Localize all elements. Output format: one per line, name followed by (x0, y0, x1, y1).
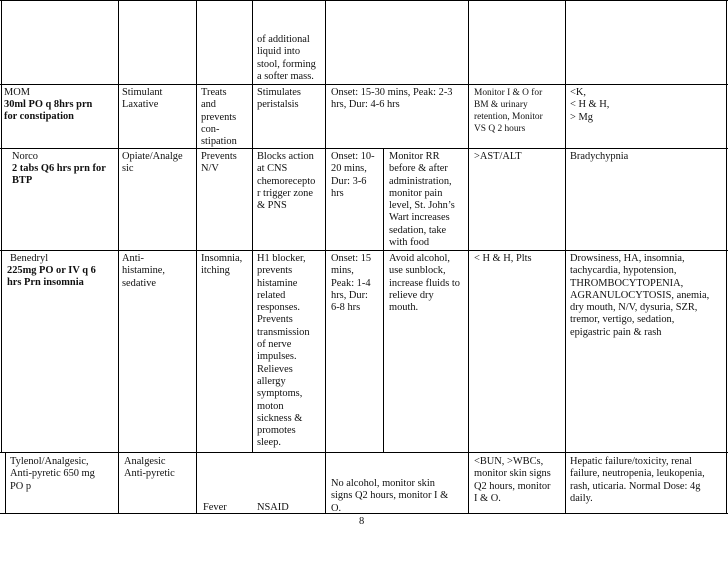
drug-name-cell: Tylenol/Analgesic, Anti-pyretic 650 mg PO p (10, 456, 95, 492)
column-divider (468, 0, 469, 452)
table-cell-action: of additional liquid into stool, forming a softer mass. (257, 34, 316, 82)
row-divider (0, 250, 728, 251)
action-cell: H1 blocker, prevents histamine related responses. Prevents transmission of nerve impulses. Relieves allergy symptoms, moton sickness & promotes sleep. (257, 253, 310, 449)
side-effects-cell: Hepatic failure/toxicity, renal failure, neutropenia, leukopenia, rash, uticaria. Normal Dose: 4g daily. (570, 456, 705, 504)
drug-dose-cell: 30ml PO q 8hrs prn for constipation (4, 99, 93, 123)
drug-type-cell: NSAID (257, 502, 289, 513)
nursing-cell: No alcohol, monitor skin signs Q2 hours, monitor I & O. (331, 478, 449, 514)
drug-name-cell: MOM (4, 87, 30, 98)
drug-name-cell: Benedryl (10, 253, 49, 264)
action-cell: Blocks action at CNS chemorecepto r trigger zone & PNS (257, 151, 316, 212)
labs-cell: < H & H, Plts (474, 253, 532, 264)
drug-class-cell: Stimulant Laxative (122, 87, 163, 111)
column-divider (5, 452, 6, 513)
column-divider (726, 0, 727, 513)
side-effects-cell: Drowsiness, HA, insomnia, tachycardia, hypotension, THROMBOCYTOPENIA, AGRANULOCYTOSIS, anemia, dry mouth, N/V, dysuria, SZR, tremor, vertigo, sedation, epigastric pain & rash (570, 253, 710, 338)
column-divider (325, 452, 326, 513)
column-divider (196, 0, 197, 452)
page-number: 8 (359, 516, 365, 527)
nursing-cell: Avoid alcohol, use sunblock, increase fluids to relieve dry mouth. (389, 253, 460, 314)
action-cell: Stimulates peristalsis (257, 87, 301, 111)
nursing-cell: Monitor RR before & after administration, monitor pain level, St. John’s Wart increases sedation, take with food (389, 151, 455, 249)
onset-cell: Onset: 15-30 mins, Peak: 2-3 hrs, Dur: 4-6 hrs (331, 87, 453, 111)
indication-cell: Insomnia, itching (201, 253, 243, 277)
drug-dose-cell: 225mg PO or IV q 6 hrs Prn insomnia (7, 265, 96, 289)
indication-cell: Fever (203, 502, 227, 513)
drug-name-cell: Norco (12, 151, 38, 162)
row-divider (0, 452, 728, 453)
column-divider (118, 452, 119, 513)
labs-cell: <K, < H & H, > Mg (570, 87, 610, 123)
column-divider (118, 0, 119, 452)
side-effects-cell: Bradychypnia (570, 151, 629, 162)
column-divider (565, 452, 566, 513)
column-divider (325, 0, 326, 452)
column-divider (565, 0, 566, 452)
column-divider (252, 0, 253, 452)
column-divider (383, 148, 384, 452)
table-top-border (0, 0, 728, 1)
column-divider (1, 0, 2, 452)
onset-cell: Onset: 10- 20 mins, Dur: 3-6 hrs (331, 151, 375, 199)
labs-cell: >AST/ALT (474, 151, 522, 162)
column-divider (468, 452, 469, 513)
drug-class-cell: Opiate/Analge sic (122, 151, 183, 175)
indication-cell: Prevents N/V (201, 151, 237, 175)
onset-cell: Onset: 15 mins, Peak: 1-4 hrs, Dur: 6-8 hrs (331, 253, 372, 314)
column-divider (196, 452, 197, 513)
drug-dose-cell: 2 tabs Q6 hrs prn for BTP (12, 163, 106, 187)
indication-cell: Treats and prevents con- stipation (201, 87, 237, 148)
drug-class-cell: Analgesic Anti-pyretic (124, 456, 175, 480)
labs-cell: <BUN, >WBCs, monitor skin signs Q2 hours, monitor I & O. (474, 456, 551, 504)
row-divider (0, 148, 728, 149)
drug-class-cell: Anti- histamine, sedative (122, 253, 165, 289)
row-divider (0, 84, 728, 85)
nursing-cell: Monitor I & O for BM & urinary retention, Monitor VS Q 2 hours (474, 88, 543, 134)
